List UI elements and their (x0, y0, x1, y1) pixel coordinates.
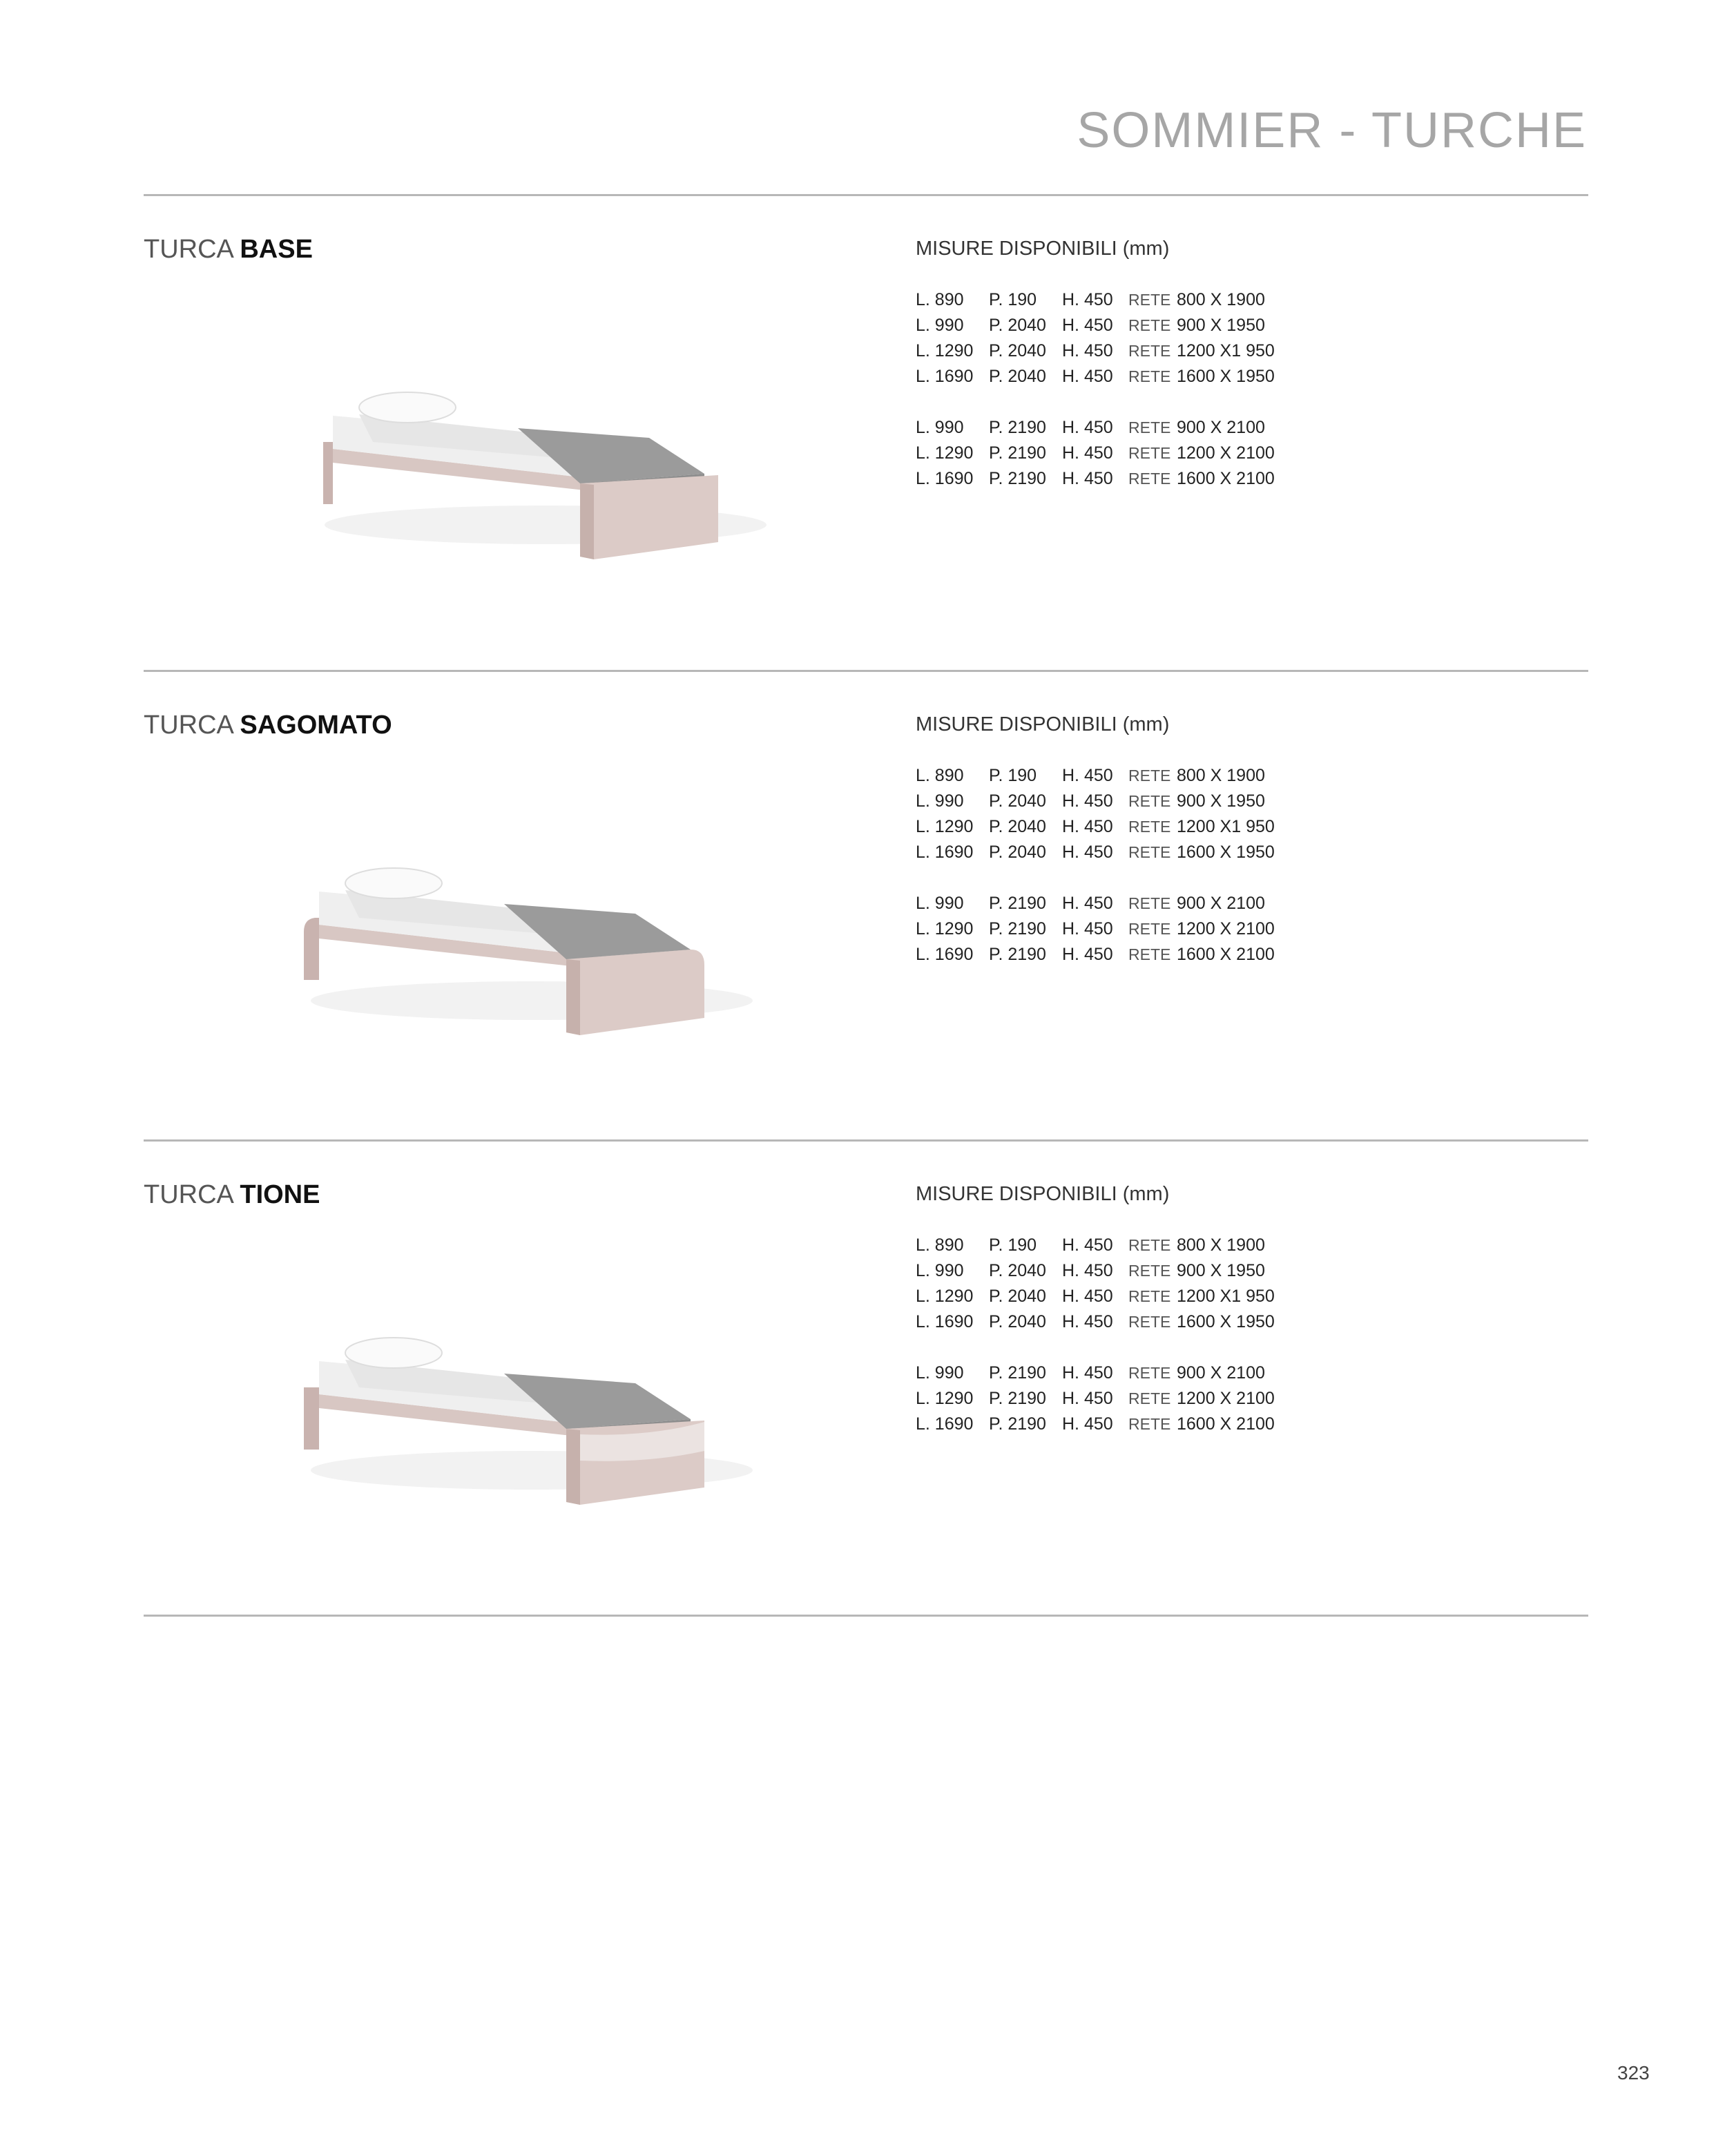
spec-row (916, 1386, 1537, 1412)
length-value: L. 1290 (916, 1287, 974, 1306)
depth-value: P. 2190 (989, 469, 1046, 488)
height-value: H. 450 (1062, 1414, 1113, 1434)
length-value: L. 890 (916, 290, 964, 309)
height-value: H. 450 (1062, 1389, 1113, 1408)
height-value: H. 450 (1062, 1363, 1113, 1383)
length-value: L. 990 (916, 1363, 964, 1383)
length-value: L. 1290 (916, 1389, 974, 1408)
depth-value: P. 2040 (989, 341, 1046, 360)
rete-value: 1200 X 2100 (1177, 919, 1275, 939)
rete-label: RETE (1128, 818, 1171, 836)
spec-row (916, 338, 1537, 364)
rete-value: 1600 X 1950 (1177, 367, 1275, 386)
rete-label: RETE (1128, 342, 1171, 360)
rete-label: RETE (1128, 1389, 1171, 1407)
depth-value: P. 2190 (989, 1414, 1046, 1434)
length-value: L. 1290 (916, 817, 974, 836)
rete-label: RETE (1128, 1262, 1171, 1280)
specs-block (916, 235, 1537, 492)
spec-row (916, 1233, 1537, 1258)
spec-row (916, 1258, 1537, 1284)
rete-value: 900 X 2100 (1177, 1363, 1265, 1383)
divider (144, 670, 1588, 672)
specs-heading: MISURE DISPONIBILI (mm) (916, 238, 1170, 260)
rete-label: RETE (1128, 767, 1171, 785)
rete-value: 900 X 2100 (1177, 418, 1265, 437)
spec-row (916, 942, 1537, 968)
rete-value: 800 X 1900 (1177, 290, 1265, 309)
page-title: SOMMIER - TURCHE (1077, 103, 1587, 158)
spec-row (916, 891, 1537, 916)
spec-row (916, 466, 1537, 492)
height-value: H. 450 (1062, 843, 1113, 862)
length-value: L. 890 (916, 766, 964, 785)
height-value: H. 450 (1062, 894, 1113, 913)
rete-value: 800 X 1900 (1177, 1235, 1265, 1255)
rete-label: RETE (1128, 1236, 1171, 1254)
rete-label: RETE (1128, 920, 1171, 938)
length-value: L. 990 (916, 418, 964, 437)
product-title (144, 235, 313, 264)
rete-label: RETE (1128, 1287, 1171, 1305)
rete-value: 1200 X 2100 (1177, 443, 1275, 463)
bed-image (276, 1256, 773, 1505)
specs-block (916, 1180, 1537, 1437)
length-value: L. 1290 (916, 919, 974, 939)
specs-heading: MISURE DISPONIBILI (mm) (916, 713, 1170, 735)
length-value: L. 990 (916, 316, 964, 335)
rete-value: 900 X 1950 (1177, 791, 1265, 811)
length-value: L. 990 (916, 791, 964, 811)
length-value: L. 1690 (916, 945, 974, 964)
height-value: H. 450 (1062, 817, 1113, 836)
depth-value: P. 2190 (989, 919, 1046, 939)
rete-value: 900 X 2100 (1177, 894, 1265, 913)
rete-label: RETE (1128, 843, 1171, 861)
length-value: L. 1290 (916, 341, 974, 360)
height-value: H. 450 (1062, 919, 1113, 939)
height-value: H. 450 (1062, 1287, 1113, 1306)
height-value: H. 450 (1062, 766, 1113, 785)
product-name: BASE (240, 235, 313, 264)
product-name: TIONE (240, 1180, 320, 1209)
height-value: H. 450 (1062, 945, 1113, 964)
height-value: H. 450 (1062, 418, 1113, 437)
height-value: H. 450 (1062, 469, 1113, 488)
rete-value: 1200 X1 950 (1177, 817, 1275, 836)
height-value: H. 450 (1062, 791, 1113, 811)
depth-value: P. 190 (989, 290, 1037, 309)
height-value: H. 450 (1062, 367, 1113, 386)
rete-value: 1200 X1 950 (1177, 1287, 1275, 1306)
depth-value: P. 2190 (989, 945, 1046, 964)
length-value: L. 1690 (916, 843, 974, 862)
height-value: H. 450 (1062, 1312, 1113, 1331)
rete-label: RETE (1128, 894, 1171, 912)
rete-value: 800 X 1900 (1177, 766, 1265, 785)
spec-row (916, 364, 1537, 389)
spec-row (916, 840, 1537, 865)
bed-image (276, 787, 773, 1035)
length-value: L. 1290 (916, 443, 974, 463)
rete-label: RETE (1128, 367, 1171, 385)
rete-label: RETE (1128, 1415, 1171, 1433)
depth-value: P. 2190 (989, 1363, 1046, 1383)
depth-value: P. 2190 (989, 894, 1046, 913)
rete-label: RETE (1128, 792, 1171, 810)
spec-row (916, 789, 1537, 814)
height-value: H. 450 (1062, 1261, 1113, 1280)
rete-label: RETE (1128, 444, 1171, 462)
rete-value: 1200 X1 950 (1177, 341, 1275, 360)
height-value: H. 450 (1062, 1235, 1113, 1255)
spec-table (916, 287, 1537, 492)
depth-value: P. 2190 (989, 443, 1046, 463)
bed-image (290, 311, 787, 559)
height-value: H. 450 (1062, 290, 1113, 309)
product-prefix: TURCA (144, 711, 233, 740)
rete-label: RETE (1128, 945, 1171, 963)
depth-value: P. 2040 (989, 1261, 1046, 1280)
spec-row (916, 1309, 1537, 1335)
divider (144, 1139, 1588, 1142)
spec-row (916, 287, 1537, 313)
length-value: L. 990 (916, 894, 964, 913)
product-name: SAGOMATO (240, 711, 392, 740)
product-prefix: TURCA (144, 235, 233, 264)
depth-value: P. 2040 (989, 1312, 1046, 1331)
rete-value: 1200 X 2100 (1177, 1389, 1275, 1408)
length-value: L. 1690 (916, 469, 974, 488)
page-number: 323 (1617, 2062, 1650, 2083)
rete-value: 1600 X 2100 (1177, 1414, 1275, 1434)
rete-label: RETE (1128, 1364, 1171, 1382)
length-value: L. 1690 (916, 367, 974, 386)
spec-row (916, 313, 1537, 338)
rete-value: 1600 X 1950 (1177, 843, 1275, 862)
height-value: H. 450 (1062, 443, 1113, 463)
product-title (144, 711, 392, 740)
depth-value: P. 2190 (989, 1389, 1046, 1408)
length-value: L. 990 (916, 1261, 964, 1280)
height-value: H. 450 (1062, 341, 1113, 360)
rete-label: RETE (1128, 1313, 1171, 1331)
spec-row (916, 1284, 1537, 1309)
depth-value: P. 2040 (989, 316, 1046, 335)
rete-value: 900 X 1950 (1177, 316, 1265, 335)
spec-row (916, 1412, 1537, 1437)
spec-row (916, 415, 1537, 441)
spec-row (916, 916, 1537, 942)
depth-value: P. 2040 (989, 791, 1046, 811)
spec-row (916, 763, 1537, 789)
rete-value: 1600 X 1950 (1177, 1312, 1275, 1331)
spec-row (916, 1360, 1537, 1386)
depth-value: P. 190 (989, 1235, 1037, 1255)
depth-value: P. 2040 (989, 843, 1046, 862)
length-value: L. 1690 (916, 1414, 974, 1434)
rete-value: 900 X 1950 (1177, 1261, 1265, 1280)
length-value: L. 1690 (916, 1312, 974, 1331)
depth-value: P. 2040 (989, 1287, 1046, 1306)
depth-value: P. 190 (989, 766, 1037, 785)
rete-label: RETE (1128, 291, 1171, 309)
depth-value: P. 2190 (989, 418, 1046, 437)
length-value: L. 890 (916, 1235, 964, 1255)
rete-value: 1600 X 2100 (1177, 945, 1275, 964)
divider (144, 1615, 1588, 1617)
product-prefix: TURCA (144, 1180, 233, 1209)
spec-row (916, 814, 1537, 840)
product-title (144, 1180, 320, 1210)
specs-heading: MISURE DISPONIBILI (mm) (916, 1183, 1170, 1205)
spec-table (916, 763, 1537, 968)
depth-value: P. 2040 (989, 367, 1046, 386)
depth-value: P. 2040 (989, 817, 1046, 836)
spec-table (916, 1233, 1537, 1437)
rete-label: RETE (1128, 470, 1171, 488)
rete-label: RETE (1128, 418, 1171, 436)
height-value: H. 450 (1062, 316, 1113, 335)
rete-label: RETE (1128, 316, 1171, 334)
rete-value: 1600 X 2100 (1177, 469, 1275, 488)
spec-row (916, 441, 1537, 466)
divider (144, 194, 1588, 196)
specs-block (916, 711, 1537, 968)
